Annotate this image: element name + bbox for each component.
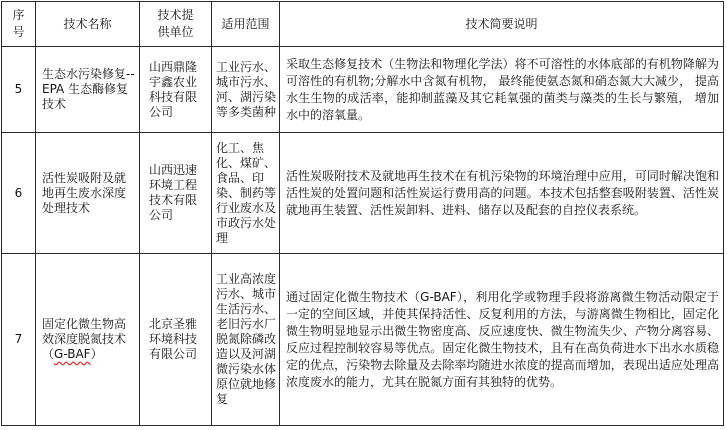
header-provider bbox=[140, 2, 212, 47]
header-index-label: 序号 bbox=[12, 8, 25, 39]
row-index: 7 bbox=[2, 254, 36, 426]
application-scope: 化工、焦化、煤矿、食品、印染、制药等行业废水及市政污水处理 bbox=[212, 133, 280, 254]
header-description bbox=[280, 2, 724, 47]
technology-name-abbrev: G-BAF bbox=[54, 347, 91, 361]
technology-name-suffix: ） bbox=[90, 347, 103, 361]
technology-name: 生态水污染修复--EPA 生态酶修复技术 bbox=[36, 47, 140, 133]
technology-name: 活性炭吸附及就地再生废水深度处理技术 bbox=[36, 133, 140, 254]
table-header-row bbox=[2, 2, 724, 47]
technology-name-text: 固定化微生物高效深度脱氮技术（ bbox=[42, 317, 127, 361]
row-index: 5 bbox=[2, 47, 36, 133]
row-index: 6 bbox=[2, 133, 36, 254]
header-index bbox=[2, 2, 36, 47]
technology-provider: 北京圣雅环境科技有限公司 bbox=[140, 254, 212, 426]
technology-name bbox=[36, 254, 140, 426]
table-row bbox=[2, 133, 724, 254]
header-provider-label: 技术提供单位 bbox=[157, 8, 194, 39]
technology-table-sheet bbox=[1, 1, 725, 429]
technology-provider: 山西迅速环境工程技术有限公司 bbox=[140, 133, 212, 254]
technology-table bbox=[1, 1, 724, 426]
application-scope: 工业污水、城市污水、河、湖污染等多类菌种 bbox=[212, 47, 280, 133]
header-description-label: 技术简要说明 bbox=[465, 16, 538, 31]
technology-provider: 山西鼎隆宇鑫农业科技有限公司 bbox=[140, 47, 212, 133]
technology-description: 活性炭吸附技术及就地再生技术在有机污染物的环境治理中应用，可同时解决饱和活性炭的处置问题和活性炭运行费用高的问题。本技术包括整套吸附装置、活性炭就地再生装置、活性炭卸料、进料、储存以及配套的自控仪表系统。 bbox=[280, 133, 724, 254]
header-scope bbox=[212, 2, 280, 47]
technology-description: 通过固定化微生物技术（G-BAF），利用化学或物理手段将游离微生物活动限定于一定的空间区域，并使其保持活性、反复利用的方法，与游离微生物相比，固定化微生物明显地显示出微生物密度高、反应速度快、微生物流失少、产物分离容易、反应过程控制较容易等优点。固定化微生物技术，且有在高负荷进水下出水水质稳定的优点，污染物去除量及去除率均随进水浓度的提高而增加，表现出适应处理高浓度废水的能力，尤其在脱氮方面有其独特的优势。 bbox=[280, 254, 724, 426]
application-scope: 工业高浓度污水、城市生活污水、老旧污水厂脱氮除磷改造以及河湖微污染水体原位就地修复 bbox=[212, 254, 280, 426]
header-scope-label: 适用范围 bbox=[221, 16, 270, 31]
table-row bbox=[2, 254, 724, 426]
technology-description: 采取生态修复技术（生物法和物理化学法）将不可溶性的水体底部的有机物降解为可溶性的有机物;分解水中含氮有机物， 最终能使氨态氮和硝态氮大大减少， 提高水生生物的成活率，能抑制蓝藻及其它耗氧强的菌类与藻类的生长与繁殖， 增加水中的溶氧量。 bbox=[280, 47, 724, 133]
header-name bbox=[36, 2, 140, 47]
table-row bbox=[2, 47, 724, 133]
header-name-label: 技术名称 bbox=[63, 16, 112, 31]
